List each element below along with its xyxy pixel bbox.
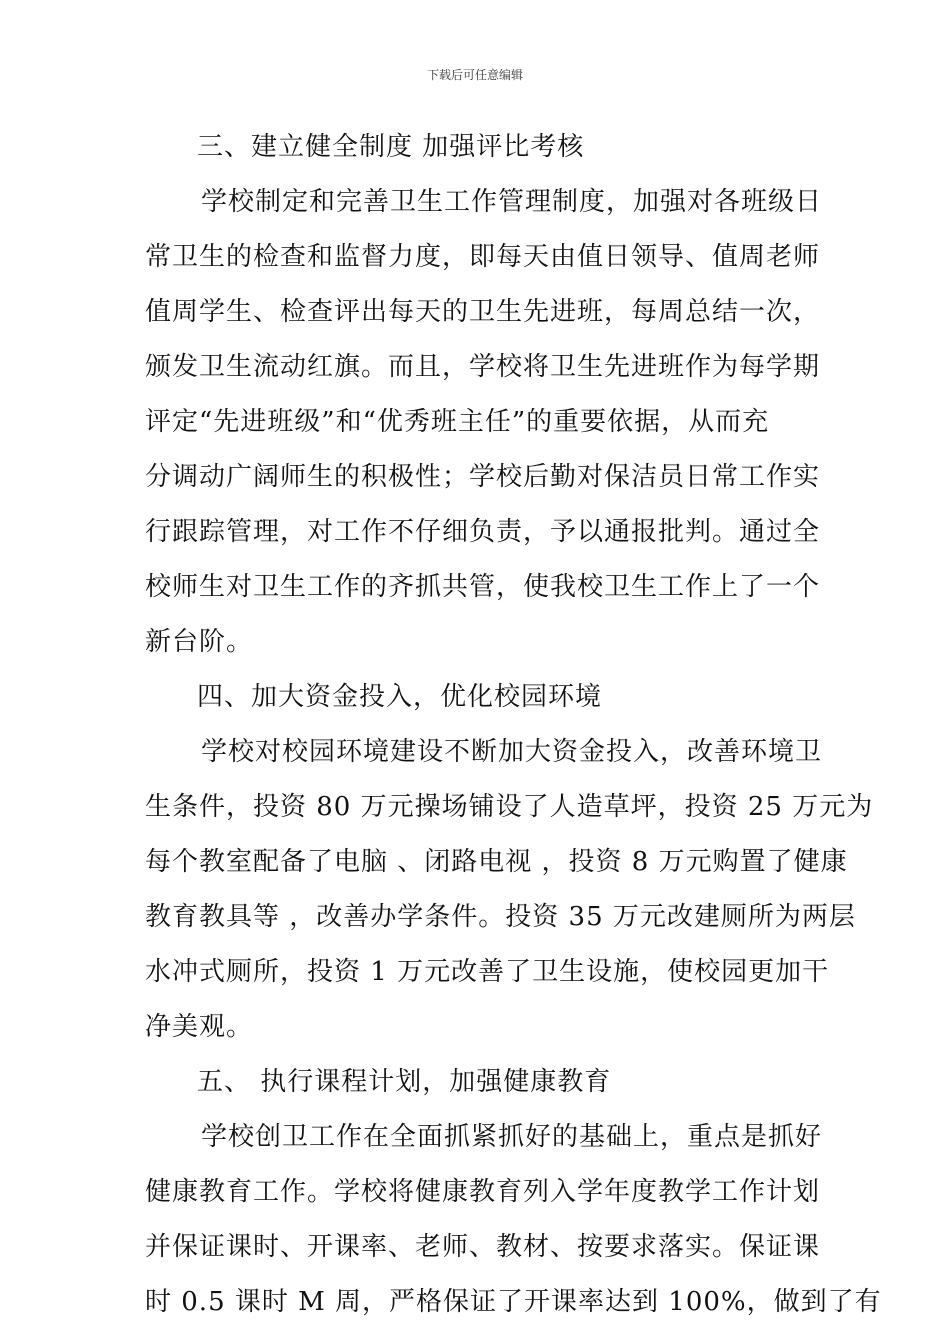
paragraph-line: 学校对校园环境建设不断加大资金投入，改善环境卫 bbox=[201, 737, 823, 767]
paragraph-line: 教育教具等 ，改善办学条件。投资 35 万元改建厕所为两层 bbox=[145, 902, 856, 932]
section-heading: 五、 执行课程计划，加强健康教育 bbox=[197, 1067, 612, 1097]
section-heading: 三、建立健全制度 加强评比考核 bbox=[197, 132, 585, 162]
paragraph-line: 学校制定和完善卫生工作管理制度，加强对各班级日 bbox=[201, 187, 823, 217]
paragraph-line: 学校创卫工作在全面抓紧抓好的基础上，重点是抓好 bbox=[201, 1122, 823, 1152]
paragraph-line: 净美观。 bbox=[145, 1012, 254, 1042]
paragraph-line: 生条件，投资 80 万元操场铺设了人造草坪，投资 25 万元为 bbox=[145, 792, 874, 822]
section-heading: 四、加大资金投入，优化校园环境 bbox=[197, 682, 603, 712]
paragraph-line: 分调动广阔师生的积极性；学校后勤对保洁员日常工作实 bbox=[145, 462, 821, 492]
paragraph-line: 新台阶。 bbox=[145, 627, 254, 657]
document-body bbox=[145, 120, 882, 1330]
paragraph-line: 水冲式厕所，投资 1 万元改善了卫生设施，使校园更加干 bbox=[145, 957, 830, 987]
paragraph-line: 校师生对卫生工作的齐抓共管，使我校卫生工作上了一个 bbox=[145, 572, 821, 602]
paragraph-line: 时 0.5 课时 M 周，严格保证了开课率达到 100%，做到了有 bbox=[145, 1287, 882, 1317]
paragraph-line: 健康教育工作。学校将健康教育列入学年度教学工作计划 bbox=[145, 1177, 821, 1207]
paragraph-line: 行跟踪管理，对工作不仔细负责，予以通报批判。通过全 bbox=[145, 517, 821, 547]
paragraph-line: 颁发卫生流动红旗。而且，学校将卫生先进班作为每学期 bbox=[145, 352, 821, 382]
paragraph-line: 值周学生、检查评出每天的卫生先进班，每周总结一次， bbox=[145, 297, 821, 327]
paragraph-line: 并保证课时、开课率、老师、教材、按要求落实。保证课 bbox=[145, 1232, 821, 1262]
paragraph-line: 常卫生的检查和监督力度，即每天由值日领导、值周老师 bbox=[145, 242, 821, 272]
paragraph-line: 每个教室配备了电脑 、闭路电视 ，投资 8 万元购置了健康 bbox=[145, 847, 848, 877]
paragraph-line: 评定“先进班级”和“优秀班主任”的重要依据，从而充 bbox=[145, 407, 770, 437]
page-header-note: 下载后可任意编辑 bbox=[426, 68, 523, 82]
